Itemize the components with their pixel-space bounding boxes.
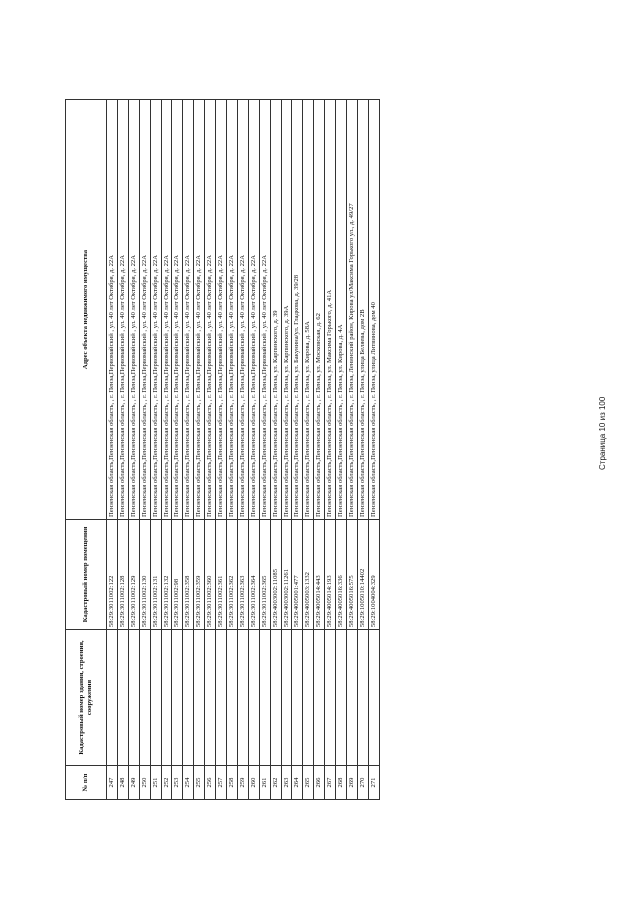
cell-num: 255 (194, 766, 205, 800)
cell-address: Пензенская область,Пензенская область, , г. Пенза,Первомайский , ул. 40 лет Октября, д. 22А (128, 100, 139, 520)
table-row (183, 100, 194, 800)
cell-building (139, 630, 150, 766)
rotated-content (65, 100, 580, 800)
cell-building (346, 630, 357, 766)
cell-building (205, 630, 216, 766)
cell-premise: 58:29:3011002:362 (226, 520, 237, 630)
cell-premise: 58:29:1004004:329 (368, 520, 379, 630)
cell-building (117, 630, 128, 766)
cell-address: Пензенская область,Пензенская область, , г. Пенза,Первомайский , ул. 40 лет Октября, д. 22А (194, 100, 205, 520)
cell-building (216, 630, 227, 766)
cell-premise: 58:29:3011002:359 (194, 520, 205, 630)
cell-building (194, 630, 205, 766)
cell-address: Пензенская область,Пензенская область, , г. Пенза, ул. Карпинского, д. 39А (281, 100, 292, 520)
table-row (357, 100, 368, 800)
cell-num: 265 (303, 766, 314, 800)
cell-building (237, 630, 248, 766)
table-row (325, 100, 336, 800)
table-row (303, 100, 314, 800)
cell-building (314, 630, 325, 766)
table-row (314, 100, 325, 800)
cell-num: 269 (346, 766, 357, 800)
table-row (336, 100, 347, 800)
cell-premise: 58:29:3011002:361 (216, 520, 227, 630)
cell-premise: 58:29:3011002:98 (172, 520, 183, 630)
header-premise: Кадастровый номер помещения (66, 520, 107, 630)
table-body (107, 100, 380, 800)
header-address: Адрес объекта недвижимого имущества (66, 100, 107, 520)
cell-address: Пензенская область,Пензенская область, , г. Пенза, ул. Московская, д. 62 (314, 100, 325, 520)
cell-num: 270 (357, 766, 368, 800)
cell-premise: 58:29:3011002:358 (183, 520, 194, 630)
table-row (216, 100, 227, 800)
cell-building (107, 630, 118, 766)
table-row (368, 100, 379, 800)
cell-num: 256 (205, 766, 216, 800)
header-building: Кадастровый номер здания, строения, сооружения (66, 630, 107, 766)
table-row (226, 100, 237, 800)
cell-num: 248 (117, 766, 128, 800)
cell-num: 267 (325, 766, 336, 800)
cell-building (357, 630, 368, 766)
table-row (248, 100, 259, 800)
cell-num: 257 (216, 766, 227, 800)
cell-address: Пензенская область,Пензенская область, , г. Пенза, улица Беляева, дом 2В (357, 100, 368, 520)
table-row (161, 100, 172, 800)
cell-address: Пензенская область,Пензенская область, , г. Пенза,Первомайский , ул. 40 лет Октября, д. 22А (248, 100, 259, 520)
cell-building (368, 630, 379, 766)
cell-premise: 58:29:3011002:363 (237, 520, 248, 630)
cell-num: 262 (270, 766, 281, 800)
table-header-row (66, 100, 107, 800)
cell-num: 252 (161, 766, 172, 800)
cell-address: Пензенская область,Пензенская область, , г. Пенза, улица Литвинова, дом 40 (368, 100, 379, 520)
cell-premise: 58:29:3011002:130 (139, 520, 150, 630)
cell-premise: 58:29:3011002:128 (117, 520, 128, 630)
cell-num: 249 (128, 766, 139, 800)
table-row (172, 100, 183, 800)
cell-num: 250 (139, 766, 150, 800)
header-num: № п/п (66, 766, 107, 800)
property-table (65, 99, 380, 800)
cell-num: 271 (368, 766, 379, 800)
cell-premise: 58:29:3011002:132 (161, 520, 172, 630)
cell-building (281, 630, 292, 766)
cell-premise: 58:29:3011002:129 (128, 520, 139, 630)
cell-building (150, 630, 161, 766)
cell-premise: 58:29:3011002:360 (205, 520, 216, 630)
table-row (292, 100, 303, 800)
table-row (237, 100, 248, 800)
cell-premise: 58:29:1005010:14402 (357, 520, 368, 630)
table-row (128, 100, 139, 800)
cell-building (325, 630, 336, 766)
cell-address: Пензенская область,Пензенская область, , г. Пенза,Первомайский , ул. 40 лет Октября, д. 22А (226, 100, 237, 520)
cell-num: 260 (248, 766, 259, 800)
table-row (270, 100, 281, 800)
cell-premise: 58:29:4003002:11085 (270, 520, 281, 630)
cell-building (226, 630, 237, 766)
table-row (194, 100, 205, 800)
cell-address: Пензенская область,Пензенская область, , г. Пенза,Первомайский , ул. 40 лет Октября, д. 22А (172, 100, 183, 520)
cell-premise: 58:29:3011002:131 (150, 520, 161, 630)
cell-num: 263 (281, 766, 292, 800)
cell-address: Пензенская область,Пензенская область, , г. Пенза,Первомайский , ул. 40 лет Октября, д. 22А (161, 100, 172, 520)
cell-building (259, 630, 270, 766)
table-row (117, 100, 128, 800)
table-row (259, 100, 270, 800)
cell-address: Пензенская область,Пензенская область, , г. Пенза,Первомайский , ул. 40 лет Октября, д. 22А (139, 100, 150, 520)
cell-num: 266 (314, 766, 325, 800)
cell-address: Пензенская область,Пензенская область, , г. Пенза,Первомайский , ул. 40 лет Октября, д. 22А (150, 100, 161, 520)
cell-address: Пензенская область,Пензенская область, , г. Пенза,Первомайский , ул. 40 лет Октября, д. 22А (107, 100, 118, 520)
cell-building (303, 630, 314, 766)
cell-num: 261 (259, 766, 270, 800)
cell-num: 258 (226, 766, 237, 800)
cell-address: Пензенская область,Пензенская область, , г. Пенза, ул. Максима Горького, д. 41А (325, 100, 336, 520)
cell-num: 259 (237, 766, 248, 800)
cell-num: 254 (183, 766, 194, 800)
cell-building (292, 630, 303, 766)
cell-premise: 58:29:4003002:11261 (281, 520, 292, 630)
cell-premise: 58:29:4005016:575 (346, 520, 357, 630)
cell-premise: 58:29:3011002:364 (248, 520, 259, 630)
cell-num: 253 (172, 766, 183, 800)
cell-building (161, 630, 172, 766)
table-row (205, 100, 216, 800)
table-row (150, 100, 161, 800)
cell-premise: 58:29:4005003:1332 (303, 520, 314, 630)
cell-num: 251 (150, 766, 161, 800)
cell-address: Пензенская область,Пензенская область, , г. Пенза,Первомайский , ул. 40 лет Октября, д. 22А (205, 100, 216, 520)
cell-premise: 58:29:4005014:193 (325, 520, 336, 630)
cell-address: Пензенская область,Пензенская область, , г. Пенза, ул. Кирова, д. 58А (303, 100, 314, 520)
cell-address: Пензенская область,Пензенская область, , г. Пенза, ул. Карпинского, д. 39 (270, 100, 281, 520)
table-row (346, 100, 357, 800)
cell-address: Пензенская область,Пензенская область, , г. Пенза,Первомайский , ул. 40 лет Октября, д. 22А (216, 100, 227, 520)
cell-address: Пензенская область,Пензенская область, , г. Пенза,Первомайский , ул. 40 лет Октября, д. 22А (259, 100, 270, 520)
cell-address: Пензенская область,Пензенская область, , г. Пенза, ул. Бакунина/ул. Гладкова, д. 39/28 (292, 100, 303, 520)
cell-premise: 58:29:3011002:365 (259, 520, 270, 630)
table-row (281, 100, 292, 800)
cell-building (248, 630, 259, 766)
cell-num: 247 (107, 766, 118, 800)
table-row (139, 100, 150, 800)
cell-building (128, 630, 139, 766)
cell-address: Пензенская область,Пензенская область, , г. Пенза, ул. Кирова, д. 4А (336, 100, 347, 520)
cell-address: Пензенская область,Пензенская область, , г. Пенза,Первомайский , ул. 40 лет Октября, д. 22А (237, 100, 248, 520)
cell-num: 264 (292, 766, 303, 800)
cell-building (172, 630, 183, 766)
table-row (107, 100, 118, 800)
cell-premise: 58:29:3011002:122 (107, 520, 118, 630)
cell-address: Пензенская область,Пензенская область, , г. Пенза,Первомайский , ул. 40 лет Октября, д. 22А (117, 100, 128, 520)
cell-building (336, 630, 347, 766)
cell-premise: 58:29:4005016:336 (336, 520, 347, 630)
cell-premise: 58:29:4005001:477 (292, 520, 303, 630)
cell-address: Пензенская область,Пензенская область, , г. Пенза, Ленинский район, Кирова ул/Максима Горького ул., д. 49/27 (346, 100, 357, 520)
cell-building (270, 630, 281, 766)
page-footer: Страница 10 из 100 (598, 396, 607, 470)
cell-address: Пензенская область,Пензенская область, , г. Пенза,Первомайский , ул. 40 лет Октября, д. 22А (183, 100, 194, 520)
cell-num: 268 (336, 766, 347, 800)
cell-building (183, 630, 194, 766)
cell-premise: 58:29:4005014:443 (314, 520, 325, 630)
